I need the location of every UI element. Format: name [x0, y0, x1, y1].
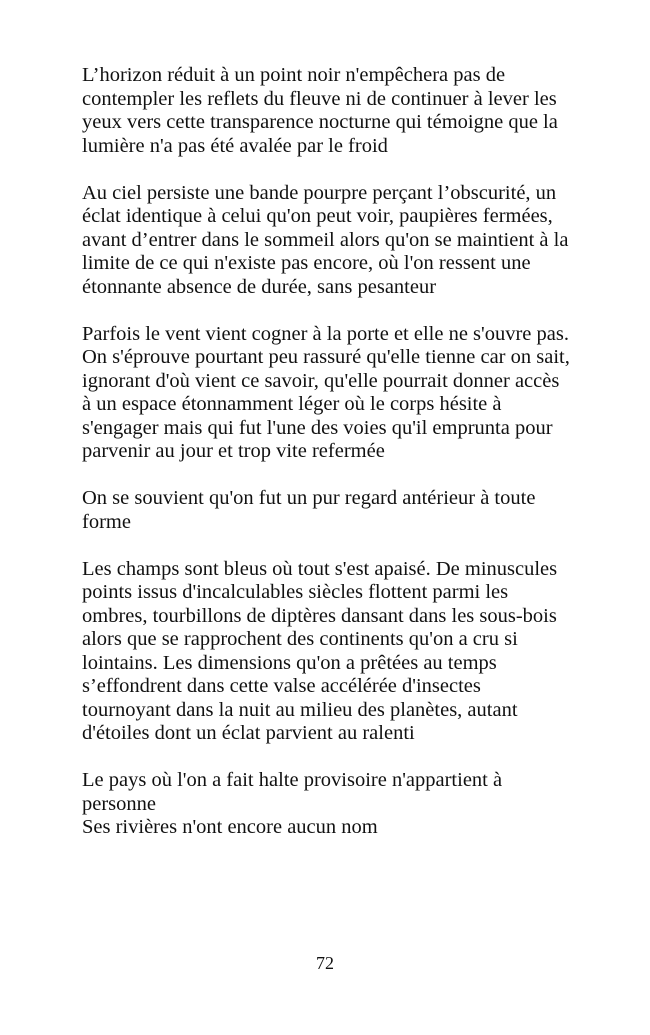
poem-body [82, 64, 582, 863]
text-line: éclat identique à celui qu'on peut voir, paupières fermées, [82, 205, 553, 227]
text-line: L’horizon réduit à un point noir n'empêchera pas de [82, 64, 506, 86]
text-line: ombres, tourbillons de diptères dansant dans les sous-bois [82, 604, 557, 627]
stanza-1 [82, 64, 582, 158]
page-number: 72 [316, 953, 334, 973]
stanza-5 [82, 558, 582, 746]
text-line: s'engager mais qui fut l'une des voies qu'il emprunta pour [82, 416, 553, 439]
text-line: Le pays où l'on a fait halte provisoire n'appartient à [82, 769, 503, 791]
text-line: parvenir au jour et trop vite refermée [82, 440, 385, 462]
text-line: forme [82, 510, 131, 533]
text-line: Les champs sont bleus où tout s'est apaisé. De minuscules [82, 557, 558, 580]
text-line: d'étoiles dont un éclat parvient au ralenti [82, 722, 415, 744]
stanza-3 [82, 323, 582, 464]
text-line: avant d’entrer dans le sommeil alors qu'on se maintient à la [82, 228, 569, 251]
text-line: s’effondrent dans cette valse accélérée d'insectes [82, 675, 481, 697]
text-line: Parfois le vent vient cogner à la porte et elle ne s'ouvre pas. [82, 322, 569, 345]
text-line: lointains. Les dimensions qu'on a prêtées au temps [82, 651, 497, 674]
text-line: Au ciel persiste une bande pourpre perçant l’obscurité, un [82, 181, 557, 204]
text-line: contempler les reflets du fleuve ni de continuer à lever les [82, 87, 557, 110]
text-line: limite de ce qui n'existe pas encore, où l'on ressent une [82, 252, 531, 274]
text-line: points issus d'incalculables siècles flottent parmi les [82, 581, 509, 603]
text-line: ignorant d'où vient ce savoir, qu'elle pourrait donner accès [82, 369, 560, 392]
text-line: On se souvient qu'on fut un pur regard antérieur à toute [82, 487, 536, 509]
text-line: lumière n'a pas été avalée par le froid [82, 134, 388, 157]
text-line: On s'éprouve pourtant peu rassuré qu'elle tienne car on sait, [82, 346, 570, 368]
text-line: à un espace étonnamment léger où le corps hésite à [82, 393, 502, 415]
text-line: étonnante absence de durée, sans pesanteur [82, 275, 437, 298]
stanza-4 [82, 487, 582, 534]
text-line: Ses rivières n'ont encore aucun nom [82, 816, 378, 838]
text-line: tournoyant dans la nuit au milieu des planètes, autant [82, 698, 518, 721]
text-line: personne [82, 792, 157, 815]
stanza-6 [82, 769, 582, 840]
stanza-2 [82, 182, 582, 300]
text-line: alors que se rapprochent des continents qu'on a cru si [82, 628, 518, 650]
text-line: yeux vers cette transparence nocturne qui témoigne que la [82, 111, 558, 133]
